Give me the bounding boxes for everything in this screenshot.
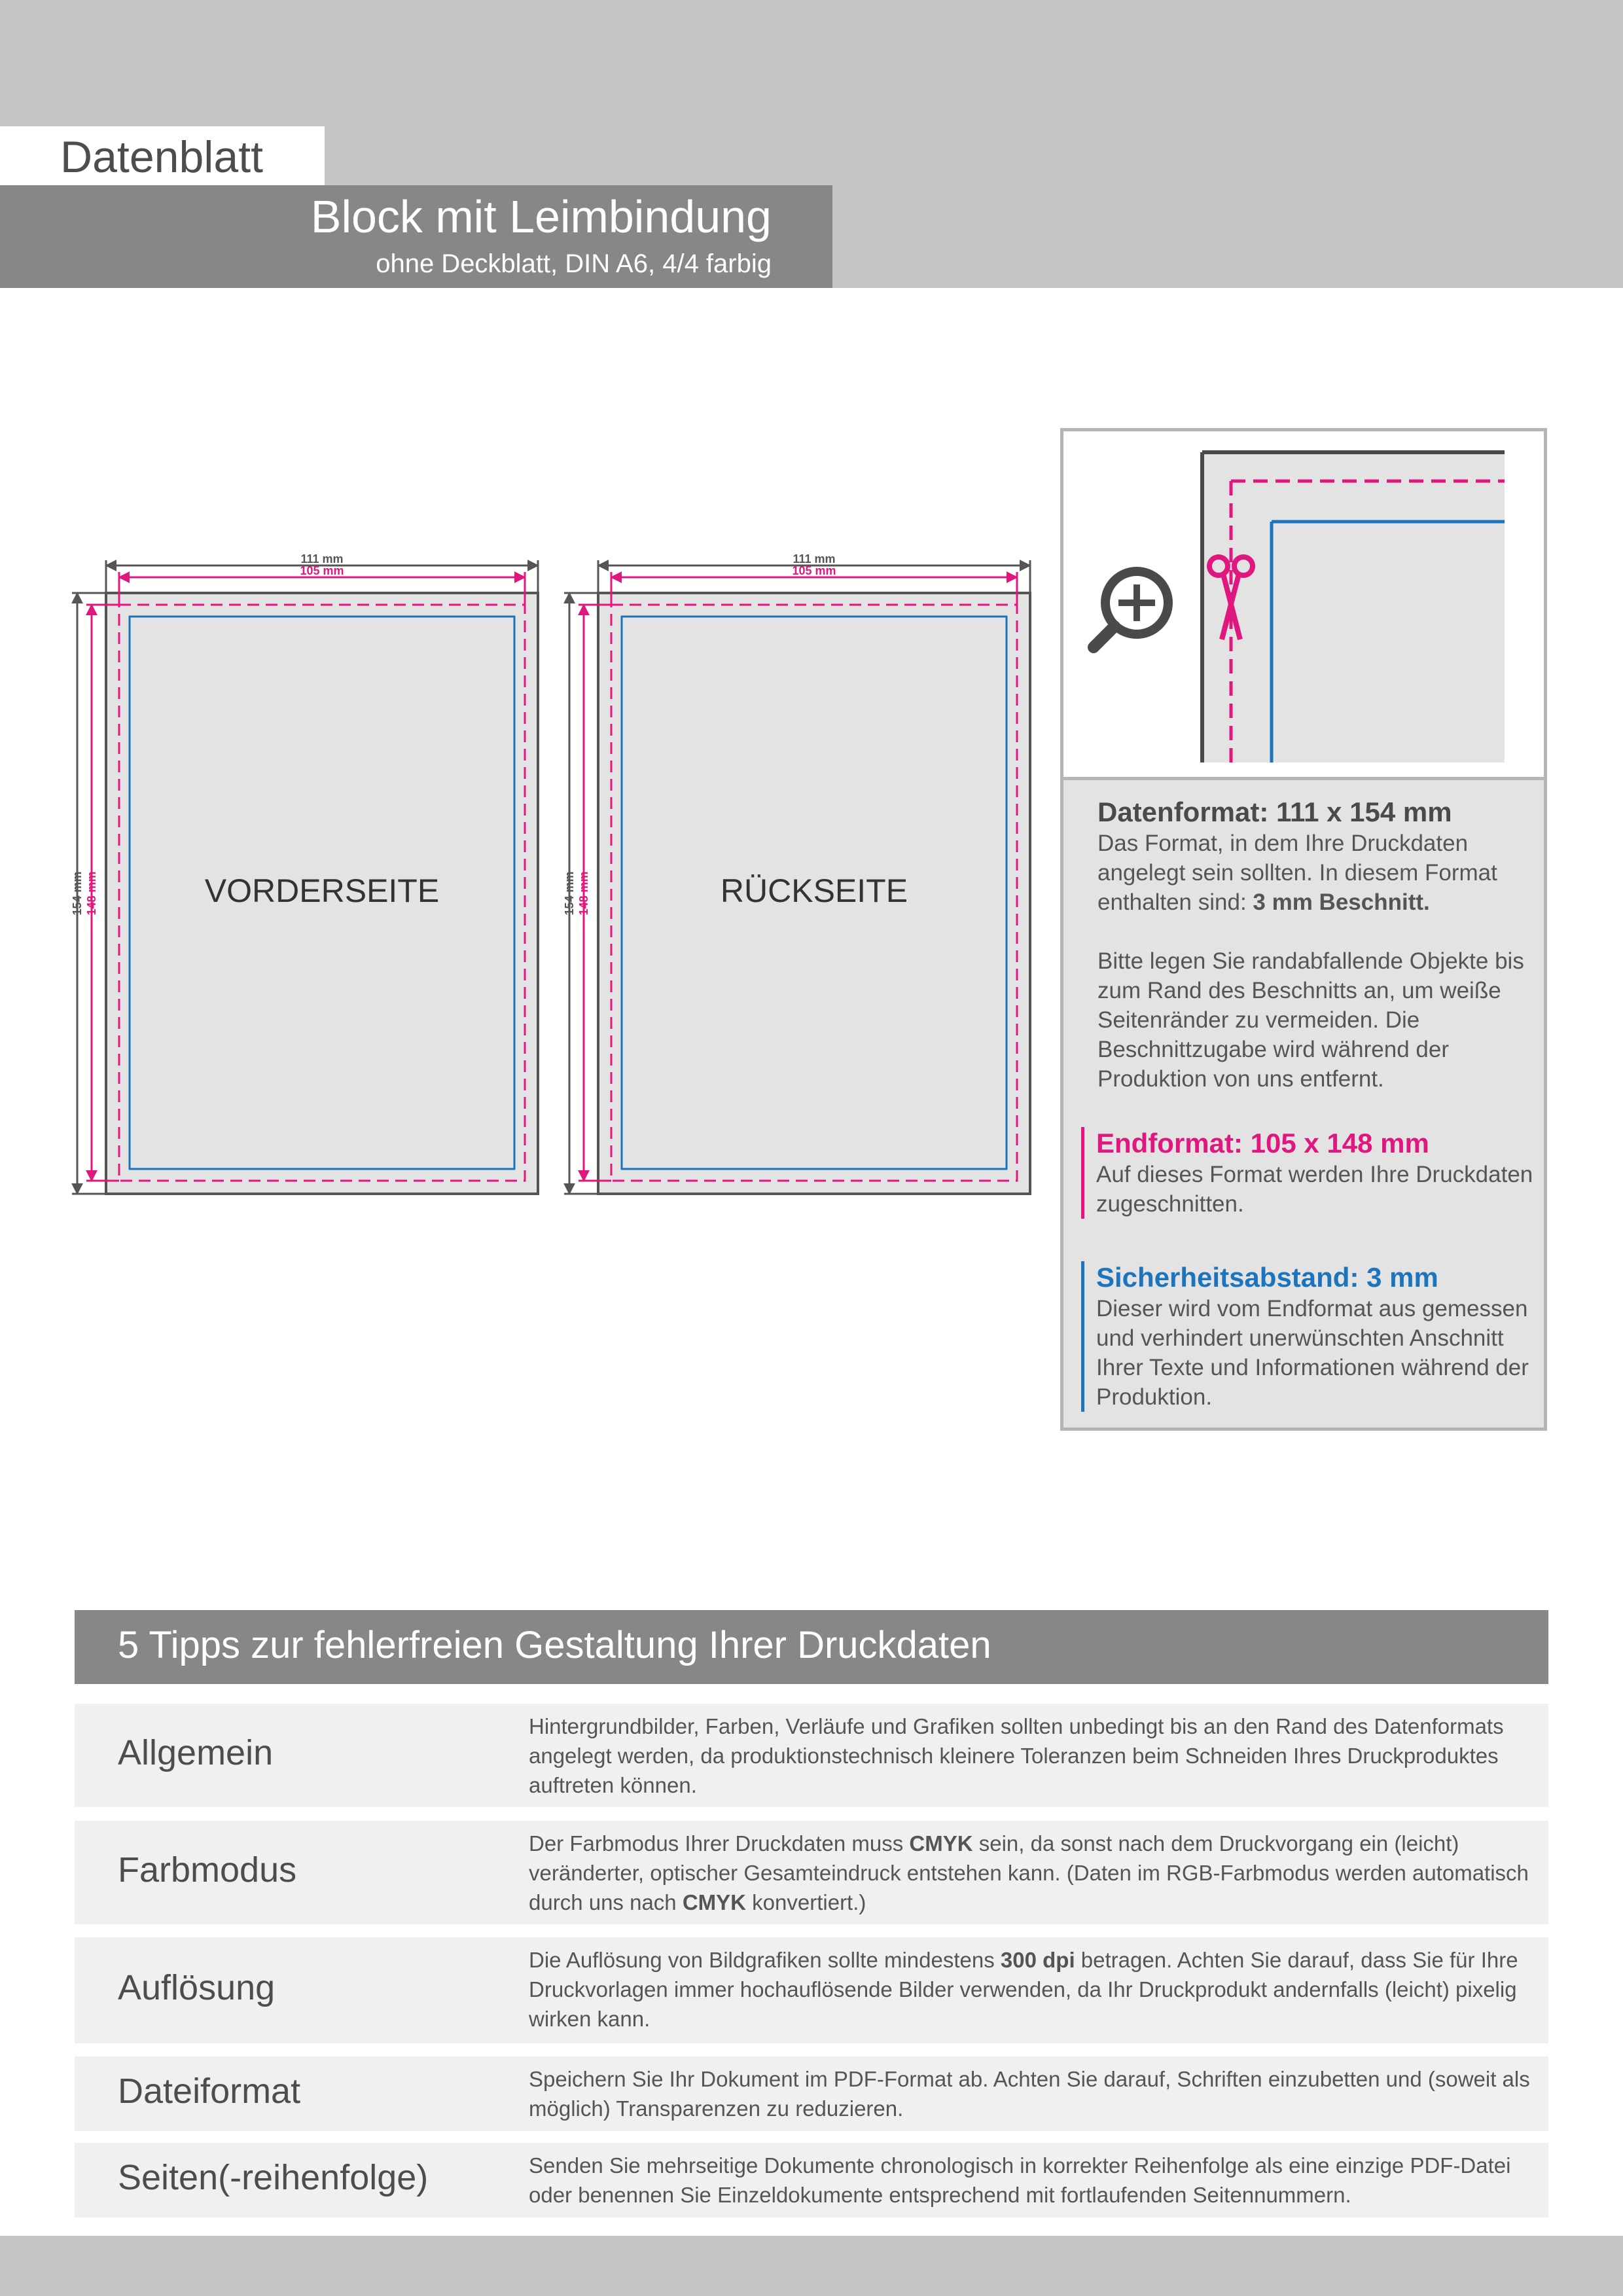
format-info-box	[1060, 428, 1547, 1431]
page-title: Block mit Leimbindung	[310, 191, 772, 242]
tip-text: Die Auflösung von Bildgrafiken sollte mindestens 300 dpi betragen. Achten Sie darauf, dass Sie für Ihre Druckvorlagen immer hochauflösende Bilder verwenden, da Ihr Druckprodukt andernfalls (leicht) pixelig wirken kann.	[529, 1948, 1518, 2031]
page-subtitle: ohne Deckblatt, DIN A6, 4/4 farbig	[376, 249, 772, 278]
tip-farbmodus	[75, 1821, 1548, 1924]
tip-label: Dateiformat	[118, 2072, 301, 2111]
tip-allgemein	[75, 1704, 1548, 1807]
tip-label: Allgemein	[118, 1733, 274, 1772]
back-inner-width: 105 mm	[792, 564, 836, 577]
front-outer-width: 111 mm	[300, 552, 344, 565]
sicherheit-heading: Sicherheitsabstand: 3 mm	[1096, 1262, 1438, 1293]
format-explanations	[1063, 777, 1544, 1427]
sicherheit-text: Dieser wird vom Endformat aus gemessen und verhindert unerwünschten Anschnitt Ihrer Texte und Informationen während der Produktion.	[1096, 1296, 1529, 1410]
tip-label: Farbmodus	[118, 1850, 297, 1890]
sicherheit-section	[1081, 1261, 1541, 1412]
back-label: RÜCKSEITE	[720, 872, 908, 909]
tip-text: Der Farbmodus Ihrer Druckdaten muss CMYK sein, da sonst nach dem Druckvorgang ein (leicht) veränderter, optischer Gesamteindruck entstehen kann. (Daten im RGB-Farbmodus werden automatisch durch uns nach CMYK konvertiert.)	[529, 1831, 1529, 1914]
tip-seiten	[75, 2143, 1548, 2217]
zoom-in-icon	[1094, 571, 1168, 647]
tip-text: Speichern Sie Ihr Dokument im PDF-Format ab. Achten Sie darauf, Schriften einzubetten und (soweit als möglich) Transparenzen zu reduzieren.	[529, 2067, 1530, 2121]
title-bar	[0, 185, 832, 288]
datenformat-bleed: 3 mm Beschnitt.	[1253, 889, 1430, 915]
front-inner-width: 105 mm	[300, 564, 344, 577]
endformat-text: Auf dieses Format werden Ihre Druckdaten zugeschnitten.	[1096, 1162, 1533, 1217]
footer-band	[0, 2236, 1623, 2296]
front-label: VORDERSEITE	[204, 872, 440, 909]
datenformat-text: Das Format, in dem Ihre Druckdaten angelegt sein sollten. In diesem Format enthalten sind:	[1097, 831, 1497, 915]
tips-heading-bar	[75, 1610, 1548, 1684]
datasheet-label: Datenblatt	[60, 132, 263, 182]
tips-heading: 5 Tipps zur fehlerfreien Gestaltung Ihrer Druckdaten	[118, 1624, 991, 1666]
zoom-detail	[1063, 431, 1544, 777]
tip-label: Auflösung	[118, 1968, 276, 2007]
endformat-section	[1081, 1127, 1541, 1219]
datenformat-heading: Datenformat: 111 x 154 mm	[1097, 797, 1452, 827]
tip-dateiformat	[75, 2056, 1548, 2131]
tip-text: Senden Sie mehrseitige Dokumente chronologisch in korrekter Reihenfolge als eine einzige PDF-Datei oder benennen Sie Einzeldokumente entsprechend mit fortlaufenden Seitennummern.	[529, 2153, 1511, 2207]
front-inner-height: 148 mm	[85, 871, 98, 916]
back-inner-height: 148 mm	[577, 871, 590, 916]
datasheet-tab	[0, 126, 325, 185]
front-outer-height: 154 mm	[71, 871, 84, 916]
back-outer-height: 154 mm	[563, 871, 576, 916]
tip-aufloesung	[75, 1937, 1548, 2043]
format-diagram	[0, 550, 1047, 1204]
back-outer-width: 111 mm	[793, 552, 836, 565]
endformat-heading: Endformat: 105 x 148 mm	[1096, 1128, 1429, 1158]
tip-label: Seiten(-reihenfolge)	[118, 2158, 429, 2197]
datenformat-note: Bitte legen Sie randabfallende Objekte bis zum Rand des Beschnitts an, um weiße Seitenränder zu vermeiden. Die Beschnittzugabe wird während der Produktion von uns entfernt.	[1097, 948, 1524, 1092]
back-page	[563, 552, 1030, 1194]
datenformat-section	[1097, 796, 1543, 1094]
front-page	[71, 552, 538, 1194]
tip-text: Hintergrundbilder, Farben, Verläufe und Grafiken sollten unbedingt bis an den Rand des Datenformats angelegt werden, da produktionstechnisch kleinere Toleranzen beim Schneiden Ihres Druckproduktes auftreten können.	[529, 1714, 1504, 1797]
